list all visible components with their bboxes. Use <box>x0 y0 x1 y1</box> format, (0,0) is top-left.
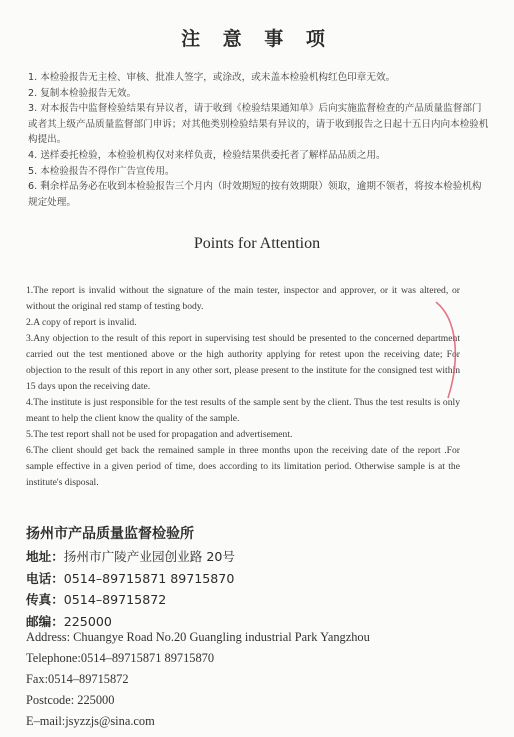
chinese-notice-item-6: 6. 剩余样品务必在收到本检验报告三个月内（时效期短的按有效期限）领取，逾期不领者，将按本检验机构规定处理。 <box>28 181 482 208</box>
chinese-notice-item-1: 1. 本检验报告无主检、审核、批准人签字，或涂改，或未盖本检验机构红色印章无效。 <box>28 72 396 83</box>
english-fax-line: Fax:0514–89715872 <box>26 672 129 686</box>
english-email-line: E–mail:jsyzzjs@sina.com <box>26 714 155 728</box>
red-stamp-edge <box>430 300 470 400</box>
chinese-address-line <box>26 546 235 568</box>
english-notice-item-1: 1.The report is invalid without the signature of the main tester, inspector and approver, or it was altered, or without the original red stamp of testing body. <box>26 285 460 312</box>
chinese-notice-list <box>28 70 490 210</box>
phone-value: 0514–89715871 89715870 <box>63 570 235 586</box>
english-notice-item-3: 3.Any objection to the result of this report in supervising test should be presented to the concerned department carried out the test mentioned above or the high authority applying for retest upon the receiving date; For objection to the result of this report in any other sort, please present to the institute for the consigned test within 15 days upon the receiving date. <box>26 333 460 392</box>
english-postcode-line: Postcode: 225000 <box>26 693 115 707</box>
fax-label: 传真： <box>26 592 64 607</box>
chinese-fax-line <box>26 589 235 611</box>
english-contact-block <box>26 627 370 732</box>
chinese-notice-item-2: 2. 复制本检验报告无效。 <box>28 87 137 99</box>
fax-value: 0514–89715872 <box>63 592 167 607</box>
postcode-value: 225000 <box>63 613 112 629</box>
english-notice-item-2: 2.A copy of report is invalid. <box>26 317 137 328</box>
english-notice-item-4: 4.The institute is just responsible for the test results of the sample sent by the client. Thus the test results is only meant to help the client know the quality of the sample. <box>26 397 460 424</box>
address-label: 地址： <box>26 549 64 564</box>
english-title: Points for Attention <box>193 235 321 252</box>
english-notice-item-5: 5.The test report shall not be used for propagation and advertisement. <box>26 429 293 440</box>
chinese-phone-line <box>26 568 235 590</box>
phone-label: 电话： <box>26 570 64 586</box>
english-notice-item-6: 6.The client should get back the remained sample in three months upon the receiving date of the report .For sample effective in a given period of time, does according to its limitation period. Otherwise sample is at the institute's disposal. <box>26 445 460 488</box>
english-notice-list <box>26 283 460 491</box>
chinese-notice-item-4: 4. 送样委托检验，本检验机构仅对来样负责，检验结果供委托者了解样品品质之用。 <box>28 149 386 161</box>
english-address-line: Address: Chuangye Road No.20 Guangling industrial Park Yangzhou <box>26 630 370 644</box>
chinese-contact-block <box>26 546 235 632</box>
organization-name: 扬州市产品质量监督检验所 <box>26 526 194 542</box>
chinese-notice-item-3: 3. 对本报告中监督检验结果有异议者，请于收到《检验结果通知单》后向实施监督检查的产品质量监督部门或者其上级产品质量监督部门申诉；对其他类别检验结果有异议的，请于收到报告之日起十五日内向本检验机构提出。 <box>28 103 489 146</box>
postcode-label: 邮编： <box>26 613 64 629</box>
chinese-notice-item-5: 5. 本检验报告不得作广告宣传用。 <box>28 165 175 177</box>
address-value: 扬州市广陵产业园创业路 20号 <box>63 549 235 564</box>
chinese-title: 注 意 事 项 <box>181 28 333 50</box>
english-phone-line: Telephone:0514–89715871 89715870 <box>26 651 215 665</box>
